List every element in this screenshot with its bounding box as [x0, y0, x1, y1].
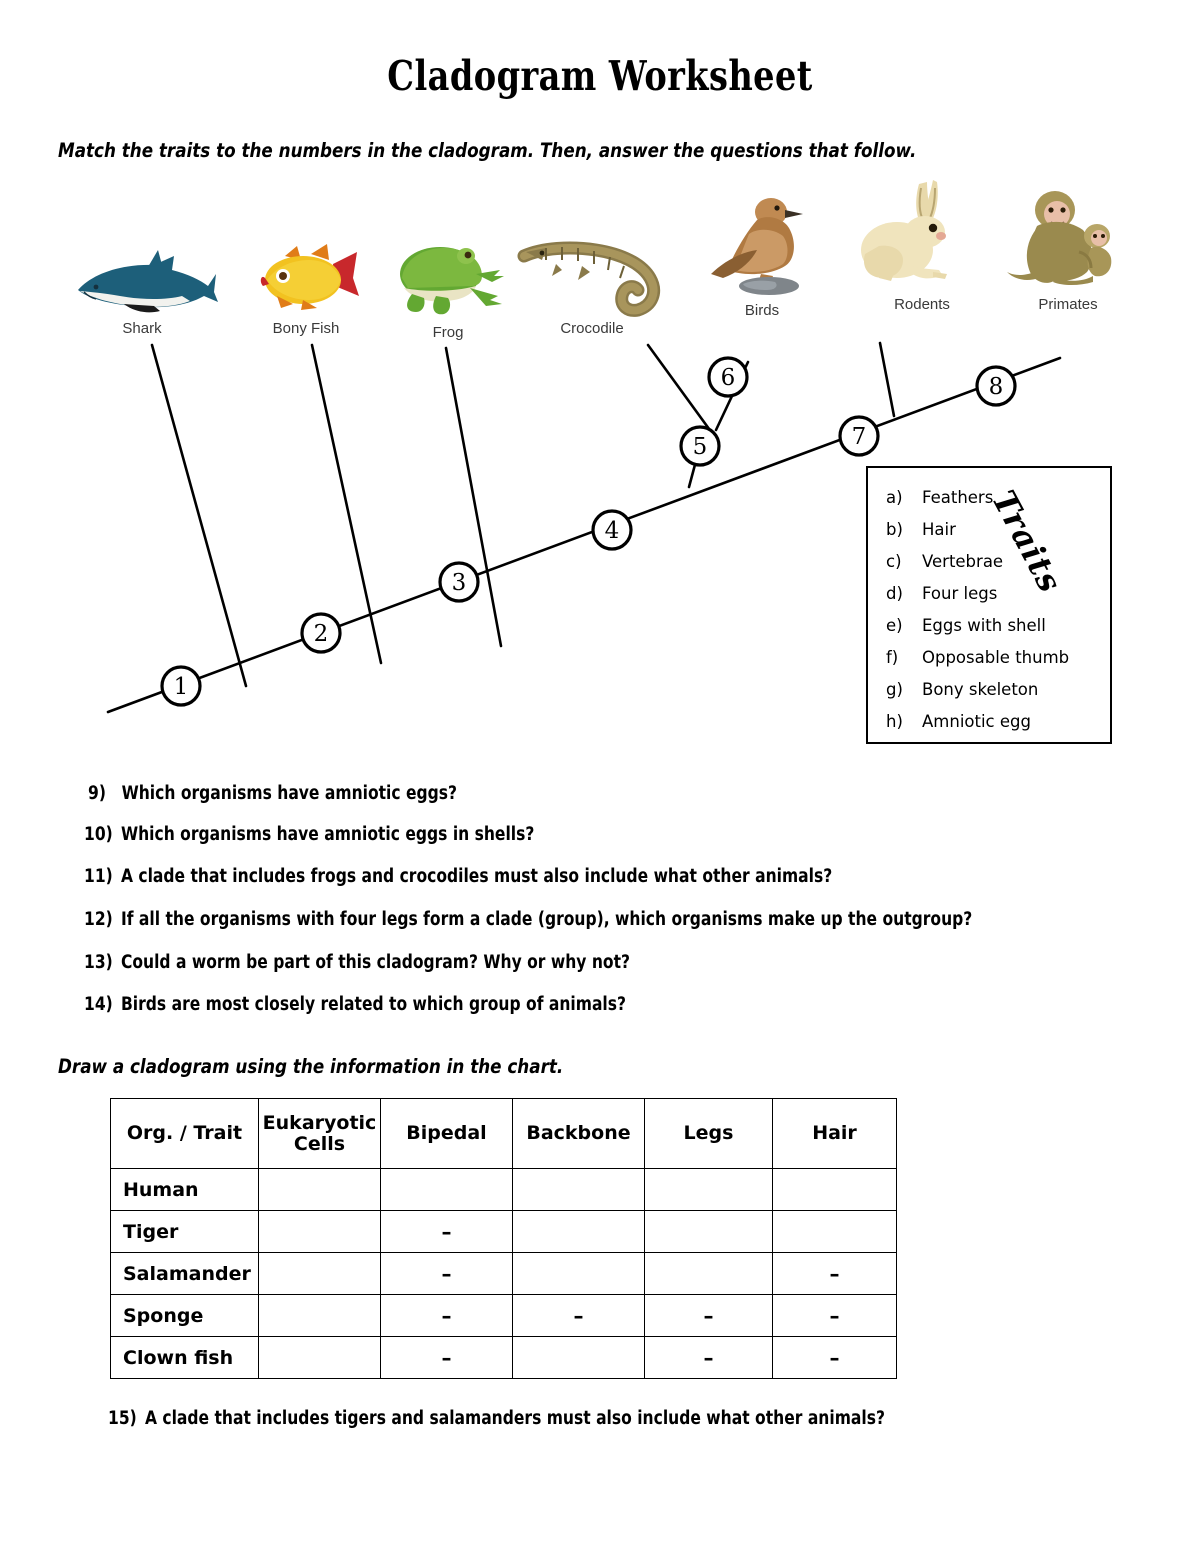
trait-label-d: Four legs	[922, 584, 998, 603]
trait-cell-bipedal[interactable]: –	[381, 1253, 513, 1295]
organism-name-cell: Sponge	[111, 1295, 259, 1337]
tip-label-birds: Birds	[744, 302, 780, 319]
trait-item-d	[886, 578, 1110, 610]
question-14-number: 14)	[84, 994, 113, 1015]
trait-cell-backbone[interactable]	[513, 1337, 645, 1379]
node-number-1: 1	[173, 674, 189, 700]
table-row	[111, 1169, 897, 1211]
node-number-5: 5	[692, 434, 708, 460]
node-number-3: 3	[451, 570, 467, 596]
question-14-text: Birds are most closely related to which group of animals?	[120, 994, 627, 1015]
node-number-7: 7	[851, 424, 867, 450]
trait-key-b: b)	[886, 520, 903, 539]
tip-label-primates: Primates	[1038, 296, 1098, 313]
question-12-text: If all the organisms with four legs form a clade (group), which organisms make up the outgroup?	[120, 909, 973, 930]
trait-item-e	[886, 610, 1110, 642]
trait-cell-legs[interactable]: –	[645, 1295, 773, 1337]
trait-cell-hair[interactable]: –	[773, 1253, 897, 1295]
question-13-number: 13)	[84, 952, 113, 973]
question-13-text: Could a worm be part of this cladogram? Why or why not?	[120, 952, 631, 973]
trait-cell-bipedal[interactable]: –	[381, 1211, 513, 1253]
column-header-bipedal: Bipedal	[381, 1099, 513, 1169]
trait-label-e: Eggs with shell	[922, 616, 1046, 635]
question-10-text: Which organisms have amniotic eggs in shells?	[120, 824, 535, 845]
node-number-6: 6	[720, 365, 736, 391]
table-row	[111, 1253, 897, 1295]
organism-name-cell: Salamander	[111, 1253, 259, 1295]
trait-item-h	[886, 706, 1110, 738]
trait-key-f: f)	[886, 648, 899, 667]
trait-key-h: h)	[886, 712, 903, 731]
trait-label-h: Amniotic egg	[922, 712, 1031, 731]
tip-label-crocodile: Crocodile	[560, 320, 624, 337]
trait-cell-legs[interactable]: –	[645, 1337, 773, 1379]
trait-cell-legs[interactable]	[645, 1211, 773, 1253]
tip-label-shark: Shark	[122, 320, 162, 337]
trait-cell-backbone[interactable]: –	[513, 1295, 645, 1337]
question-12	[84, 909, 972, 930]
trait-cell-backbone[interactable]	[513, 1211, 645, 1253]
table-row	[111, 1211, 897, 1253]
trait-label-g: Bony skeleton	[922, 680, 1039, 699]
trait-cell-bipedal[interactable]	[381, 1169, 513, 1211]
organism-name-cell: Human	[111, 1169, 259, 1211]
question-14	[84, 994, 626, 1015]
trait-cell-eukaryotic-cells[interactable]	[259, 1337, 381, 1379]
table-instruction: Draw a cladogram using the information in the chart.	[58, 1055, 564, 1078]
trait-label-f: Opposable thumb	[922, 648, 1070, 667]
trait-cell-hair[interactable]	[773, 1169, 897, 1211]
trait-key-e: e)	[886, 616, 903, 635]
trait-key-g: g)	[886, 680, 903, 699]
question-12-number: 12)	[84, 909, 113, 930]
traits-heading: Traits	[984, 484, 1070, 599]
trait-cell-hair[interactable]: –	[773, 1295, 897, 1337]
table-row	[111, 1337, 897, 1379]
trait-label-b: Hair	[922, 520, 956, 539]
question-15	[108, 1408, 885, 1429]
question-9-text: Which organisms have amniotic eggs?	[121, 783, 458, 804]
column-header-hair: Hair	[773, 1099, 897, 1169]
top-instruction: Match the traits to the numbers in the cladogram. Then, answer the questions that follow.	[58, 139, 917, 162]
trait-key-c: c)	[886, 552, 902, 571]
node-number-4: 4	[604, 518, 620, 544]
node-number-2: 2	[313, 621, 329, 647]
trait-cell-backbone[interactable]	[513, 1253, 645, 1295]
trait-label-c: Vertebrae	[922, 552, 1004, 571]
node-number-8: 8	[988, 374, 1004, 400]
question-11-number: 11)	[84, 866, 113, 887]
trait-item-g	[886, 674, 1110, 706]
trait-key-d: d)	[886, 584, 903, 603]
trait-item-c	[886, 546, 1110, 578]
trait-label-a: Feathers	[922, 488, 994, 507]
trait-cell-legs[interactable]	[645, 1169, 773, 1211]
question-10	[84, 824, 534, 845]
question-15-text: A clade that includes tigers and salamanders must also include what other animals?	[144, 1408, 885, 1429]
traits-legend-box	[866, 466, 1112, 744]
trait-key-a: a)	[886, 488, 903, 507]
question-10-number: 10)	[84, 824, 113, 845]
table-header-row	[111, 1099, 897, 1169]
tip-label-rodents: Rodents	[894, 296, 950, 313]
question-9	[88, 783, 457, 804]
question-9-number: 9)	[88, 783, 106, 804]
trait-cell-hair[interactable]: –	[773, 1337, 897, 1379]
organism-name-cell: Tiger	[111, 1211, 259, 1253]
trait-cell-eukaryotic-cells[interactable]	[259, 1253, 381, 1295]
trait-item-f	[886, 642, 1110, 674]
trait-cell-eukaryotic-cells[interactable]	[259, 1211, 381, 1253]
question-11	[84, 866, 832, 887]
column-header-legs: Legs	[645, 1099, 773, 1169]
table-row	[111, 1295, 897, 1337]
tip-label-bony-fish: Bony Fish	[272, 320, 340, 337]
question-11-text: A clade that includes frogs and crocodiles must also include what other animals?	[120, 866, 833, 887]
page-title: Cladogram Worksheet	[387, 52, 813, 100]
trait-item-a	[886, 482, 1110, 514]
question-13	[84, 952, 630, 973]
trait-cell-hair[interactable]	[773, 1211, 897, 1253]
trait-cell-eukaryotic-cells[interactable]	[259, 1295, 381, 1337]
trait-cell-legs[interactable]	[645, 1253, 773, 1295]
question-15-number: 15)	[108, 1408, 137, 1429]
column-header-backbone: Backbone	[513, 1099, 645, 1169]
trait-cell-bipedal[interactable]: –	[381, 1295, 513, 1337]
organism-name-cell: Clown fish	[111, 1337, 259, 1379]
trait-item-b	[886, 514, 1110, 546]
column-header-eukaryotic-cells: Eukaryotic Cells	[259, 1099, 381, 1169]
trait-cell-bipedal[interactable]: –	[381, 1337, 513, 1379]
column-header-org: Org. / Trait	[111, 1099, 259, 1169]
tip-label-frog: Frog	[432, 324, 464, 341]
trait-table	[110, 1098, 897, 1379]
trait-cell-backbone[interactable]	[513, 1169, 645, 1211]
trait-cell-eukaryotic-cells[interactable]	[259, 1169, 381, 1211]
